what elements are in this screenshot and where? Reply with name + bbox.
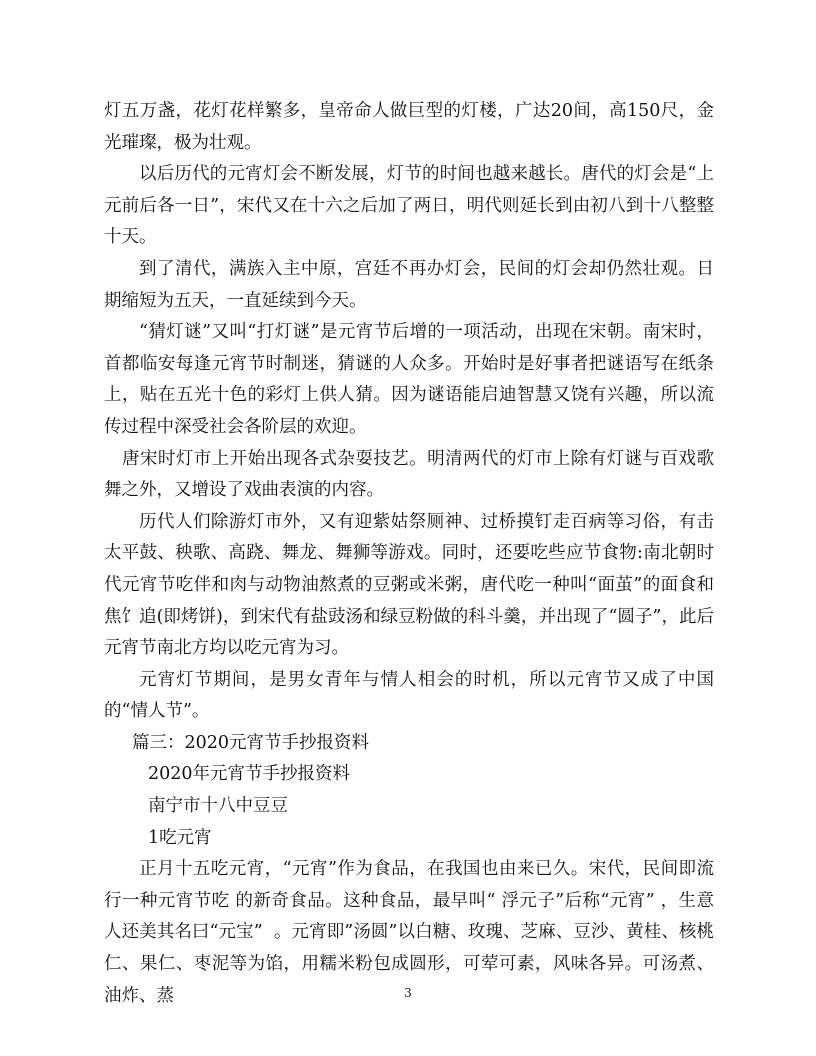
page-number: 3 — [404, 986, 412, 1000]
author-line: 南宁市十八中豆豆 — [148, 796, 288, 817]
paragraph-lantern-tower: 灯五万盏，花灯花样繁多，皇帝命人做巨型的灯楼，广达20间，高150尺，金光璀璨，极为壮观。 — [104, 101, 714, 153]
paragraph-lantern-riddles: “猜灯谜”又叫“打灯谜”是元宵节后增的一项活动，出现在宋朝。南宋时，首都临安每逢元宵节时制迷，猜谜的人众多。开始时是好事者把谜语写在纸条上，贴在五光十色的彩灯上供人猜。因为谜语能启迪智慧又饶有兴趣，所以流传过程中深受社会各阶层的欢迎。 — [104, 322, 714, 437]
paragraph-customs-and-food: 历代人们除游灯市外，又有迎紫姑祭厕神、过桥摸钉走百病等习俗，有击太平鼓、秧歌、高跷、舞龙、舞狮等游戏。同时，还要吃些应节食物:南北朝时代元宵节吃伴和肉与动物油熬煮的豆粥或米粥，唐代吃一种叫“面茧”的面食和焦饣追(即烤饼)，到宋代有盐豉汤和绿豆粉做的科斗羹，并出现了“圆子”，此后元宵节南北方均以吃元宵为习。 — [104, 511, 714, 659]
section-heading-part-three: 篇三：2020元宵节手抄报资料 — [132, 732, 370, 753]
paragraph-tang-song-performances: 唐宋时灯市上开始出现各式杂耍技艺。明清两代的灯市上除有灯谜与百戏歌舞之外，又增设了戏曲表演的内容。 — [104, 448, 714, 501]
paragraph-eating-yuanxiao: 正月十五吃元宵，“元宵”作为食品，在我国也由来已久。宋代，民间即流行一种元宵节吃 的新奇食品。这种食品，最早叫“ 浮元子”后称“元宵” ，生意人还美其名曰“元宝” 。元宵即”汤圆”以白糖、玫瑰、芝麻、豆沙、黄桂、核桃仁、果仁、枣泥等为馅，用糯米粉包成圆形，可荤可素，风味各异。可汤煮、油炸、蒸 — [104, 859, 714, 1006]
paragraph-valentines-day: 元宵灯节期间，是男女青年与情人相会的时机，所以元宵节又成了中国的“情人节”。 — [104, 669, 714, 722]
document-body — [104, 96, 714, 1012]
subheading-handout-material: 2020年元宵节手抄报资料 — [148, 764, 351, 785]
paragraph-lantern-festival-history: 以后历代的元宵灯会不断发展，灯节的时间也越来越长。唐代的灯会是“上元前后各一日”，宋代又在十六之后加了两日，明代则延长到由初八到十八整整十天。 — [104, 164, 714, 248]
paragraph-qing-dynasty: 到了清代，满族入主中原，宫廷不再办灯会，民间的灯会却仍然壮观。日期缩短为五天，一直延续到今天。 — [104, 258, 714, 311]
item-heading-eat-yuanxiao: 1吃元宵 — [148, 827, 212, 848]
